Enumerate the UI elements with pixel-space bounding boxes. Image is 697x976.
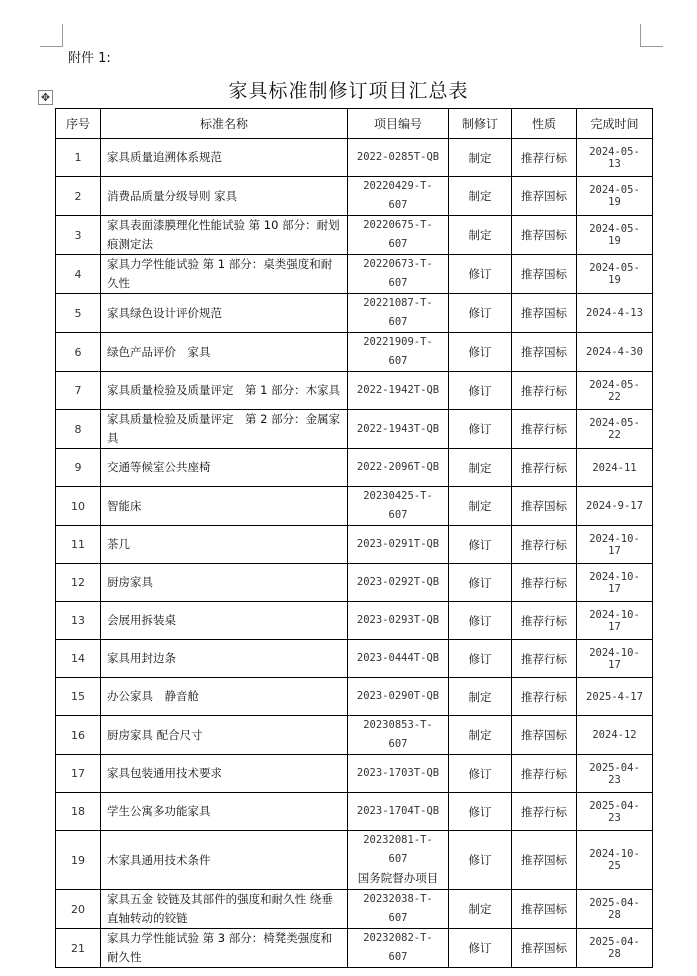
cell-nature bbox=[512, 139, 577, 177]
cell-nature-text: 推荐行标 bbox=[521, 422, 567, 436]
cell-code bbox=[348, 929, 449, 968]
cell-type bbox=[449, 449, 512, 487]
cell-date bbox=[577, 602, 653, 640]
cell-seq bbox=[56, 602, 101, 640]
cell-code-text: 20220429-T-607 bbox=[363, 180, 433, 211]
cell-seq bbox=[56, 449, 101, 487]
cell-nature bbox=[512, 333, 577, 372]
cell-name-text: 智能床 bbox=[107, 498, 142, 513]
cell-type bbox=[449, 333, 512, 372]
table-row bbox=[56, 216, 653, 255]
cell-nature-text: 推荐国标 bbox=[521, 941, 567, 955]
cell-seq-text: 8 bbox=[74, 422, 82, 436]
table-row bbox=[56, 890, 653, 929]
cell-code-text: 2023-1704T-QB bbox=[356, 805, 440, 817]
cell-type-text: 修订 bbox=[468, 575, 492, 590]
table-row bbox=[56, 526, 653, 564]
table-row bbox=[56, 564, 653, 602]
cell-type-text: 修订 bbox=[468, 651, 492, 666]
cell-type-text: 制定 bbox=[468, 728, 492, 742]
cell-date-text: 2025-4-17 bbox=[586, 690, 643, 703]
cell-name bbox=[101, 255, 348, 294]
cell-code bbox=[348, 449, 449, 487]
cell-date-text: 2024-4-30 bbox=[586, 346, 643, 358]
cell-code bbox=[348, 716, 449, 755]
cell-type bbox=[449, 139, 512, 177]
cell-code bbox=[348, 487, 449, 526]
cell-name-text: 家具力学性能试验 第 1 部分：桌类强度和耐久性 bbox=[107, 257, 333, 290]
table-row bbox=[56, 294, 653, 333]
cell-name bbox=[101, 216, 348, 255]
cell-code-text: 20221909-T-607 bbox=[363, 336, 433, 367]
cell-date bbox=[577, 449, 653, 487]
cell-nature bbox=[512, 640, 577, 678]
cell-name bbox=[101, 678, 348, 716]
header-name: 标准名称 bbox=[101, 109, 348, 139]
table-row bbox=[56, 487, 653, 526]
cell-nature bbox=[512, 678, 577, 716]
cell-date-text: 2024-9-17 bbox=[586, 500, 643, 512]
cell-seq-text: 11 bbox=[71, 538, 85, 551]
table-row bbox=[56, 640, 653, 678]
cell-nature-text: 推荐行标 bbox=[521, 766, 567, 781]
cell-name-text: 家具质量检验及质量评定 第 2 部分：金属家具 bbox=[107, 412, 341, 445]
cell-type bbox=[449, 255, 512, 294]
cell-date bbox=[577, 564, 653, 602]
cell-seq-text: 4 bbox=[74, 267, 82, 281]
cell-nature-text: 推荐国标 bbox=[521, 902, 567, 916]
cell-type bbox=[449, 487, 512, 526]
cell-date-text: 2025-04-28 bbox=[589, 897, 640, 921]
cell-code bbox=[348, 890, 449, 929]
cell-name bbox=[101, 564, 348, 602]
cell-nature bbox=[512, 372, 577, 410]
cell-name bbox=[101, 602, 348, 640]
cell-type bbox=[449, 294, 512, 333]
cell-code-text: 2023-0444T-QB bbox=[356, 652, 440, 664]
cell-code bbox=[348, 755, 449, 793]
cell-date bbox=[577, 890, 653, 929]
cell-seq-text: 15 bbox=[71, 690, 85, 703]
cell-code-text: 2022-2096T-QB bbox=[356, 461, 440, 473]
cell-seq-text: 5 bbox=[74, 306, 82, 320]
cell-code-text: 2022-1942T-QB bbox=[356, 384, 440, 396]
cell-name bbox=[101, 294, 348, 333]
cell-name bbox=[101, 929, 348, 968]
cell-nature bbox=[512, 793, 577, 831]
cell-nature-text: 推荐国标 bbox=[521, 499, 567, 513]
cell-seq bbox=[56, 410, 101, 449]
cell-seq-text: 18 bbox=[71, 805, 85, 818]
cell-name bbox=[101, 526, 348, 564]
cell-nature-text: 推荐国标 bbox=[521, 189, 567, 203]
cell-name bbox=[101, 755, 348, 793]
cell-type bbox=[449, 372, 512, 410]
cell-code-text: 2022-0285T-QB bbox=[356, 151, 440, 163]
cell-type bbox=[449, 716, 512, 755]
cell-name bbox=[101, 716, 348, 755]
cell-date bbox=[577, 793, 653, 831]
cell-type-text: 修订 bbox=[468, 941, 492, 955]
cell-date bbox=[577, 640, 653, 678]
cell-name-text: 会展用拆装桌 bbox=[107, 613, 176, 627]
cell-nature-text: 推荐行标 bbox=[521, 613, 567, 628]
cell-seq-text: 9 bbox=[74, 461, 82, 474]
cell-nature bbox=[512, 755, 577, 793]
table-row bbox=[56, 602, 653, 640]
cell-type bbox=[449, 831, 512, 890]
cell-seq bbox=[56, 294, 101, 333]
cell-name-text: 茶几 bbox=[107, 537, 130, 551]
cell-code bbox=[348, 216, 449, 255]
cell-name-text: 办公家具 静音舱 bbox=[107, 689, 199, 703]
header-code: 项目编号 bbox=[348, 109, 449, 139]
cell-date-text: 2024-05-13 bbox=[589, 145, 640, 170]
cell-code bbox=[348, 602, 449, 640]
cell-type-text: 修订 bbox=[468, 537, 492, 552]
table-move-handle-icon[interactable]: ✥ bbox=[38, 90, 53, 105]
cell-date bbox=[577, 755, 653, 793]
cell-type-text: 修订 bbox=[468, 267, 492, 281]
cell-name bbox=[101, 333, 348, 372]
cell-type bbox=[449, 640, 512, 678]
cell-nature-text: 推荐国标 bbox=[521, 306, 567, 320]
cell-date-text: 2024-10-17 bbox=[589, 570, 640, 595]
cell-nature-text: 推荐国标 bbox=[521, 228, 567, 242]
cell-nature bbox=[512, 831, 577, 890]
cell-seq-text: 14 bbox=[71, 652, 85, 665]
cell-type bbox=[449, 929, 512, 968]
cell-date-text: 2024-05-19 bbox=[589, 262, 640, 286]
page-corner-mark-right bbox=[640, 24, 663, 47]
cell-code bbox=[348, 526, 449, 564]
cell-nature bbox=[512, 294, 577, 333]
cell-name bbox=[101, 449, 348, 487]
cell-date bbox=[577, 333, 653, 372]
cell-nature-text: 推荐行标 bbox=[521, 150, 567, 165]
cell-nature-text: 推荐行标 bbox=[521, 804, 567, 819]
cell-name-text: 学生公寓多功能家具 bbox=[107, 804, 211, 818]
table-row bbox=[56, 929, 653, 968]
cell-seq-text: 10 bbox=[71, 499, 85, 513]
cell-nature-text: 推荐行标 bbox=[521, 575, 567, 590]
cell-name bbox=[101, 487, 348, 526]
cell-code bbox=[348, 640, 449, 678]
cell-code bbox=[348, 410, 449, 449]
cell-code-text: 20232038-T-607 bbox=[363, 893, 433, 924]
cell-type bbox=[449, 678, 512, 716]
cell-code-text: 2023-0293T-QB bbox=[356, 614, 440, 626]
cell-code-text: 20221087-T-607 bbox=[363, 297, 433, 328]
cell-date-text: 2024-05-22 bbox=[589, 417, 640, 441]
table-row bbox=[56, 755, 653, 793]
cell-nature-text: 推荐国标 bbox=[521, 345, 567, 359]
cell-type-text: 制定 bbox=[468, 189, 492, 203]
cell-seq-text: 17 bbox=[71, 767, 85, 780]
cell-seq-text: 6 bbox=[74, 345, 82, 359]
cell-date bbox=[577, 678, 653, 716]
cell-date bbox=[577, 526, 653, 564]
cell-name-text: 交通等候室公共座椅 bbox=[107, 460, 211, 474]
cell-code-text: 20230425-T-607 bbox=[363, 490, 433, 521]
page-corner-mark-left bbox=[40, 24, 63, 47]
cell-name-text: 家具五金 铰链及其部件的强度和耐久性 绕垂直轴转动的铰链 bbox=[107, 892, 333, 925]
cell-name-text: 家具力学性能试验 第 3 部分：椅凳类强度和耐久性 bbox=[107, 931, 333, 964]
cell-nature-text: 推荐行标 bbox=[521, 383, 567, 398]
cell-name bbox=[101, 372, 348, 410]
cell-type-text: 制定 bbox=[468, 689, 492, 704]
table-row bbox=[56, 333, 653, 372]
cell-nature bbox=[512, 602, 577, 640]
cell-code-note: 国务院督办项目 bbox=[357, 871, 439, 885]
cell-code-text: 20230853-T-607 bbox=[363, 719, 433, 750]
cell-code-text: 2023-1703T-QB bbox=[356, 767, 440, 779]
cell-type-text: 修订 bbox=[468, 766, 492, 781]
cell-name bbox=[101, 139, 348, 177]
cell-code-text: 2022-1943T-QB bbox=[356, 422, 440, 435]
cell-seq bbox=[56, 333, 101, 372]
cell-code bbox=[348, 793, 449, 831]
cell-code-text: 2023-0292T-QB bbox=[356, 576, 440, 588]
table-row bbox=[56, 139, 653, 177]
cell-date-text: 2024-10-17 bbox=[589, 532, 640, 557]
table-header-row bbox=[56, 109, 653, 139]
cell-type-text: 制定 bbox=[468, 150, 492, 165]
cell-type bbox=[449, 526, 512, 564]
cell-nature bbox=[512, 216, 577, 255]
cell-date-text: 2024-05-22 bbox=[589, 378, 640, 403]
cell-seq-text: 3 bbox=[74, 228, 82, 242]
cell-code bbox=[348, 372, 449, 410]
cell-code-text: 20232082-T-607 bbox=[363, 932, 433, 963]
cell-code bbox=[348, 564, 449, 602]
cell-code-text: 2023-0290T-QB bbox=[356, 690, 440, 702]
cell-date bbox=[577, 139, 653, 177]
cell-date bbox=[577, 372, 653, 410]
cell-nature bbox=[512, 177, 577, 216]
cell-type bbox=[449, 564, 512, 602]
cell-nature-text: 推荐国标 bbox=[521, 853, 567, 867]
cell-seq-text: 13 bbox=[71, 614, 85, 627]
attachment-label: 附件 1: bbox=[68, 51, 111, 66]
cell-seq-text: 2 bbox=[74, 189, 82, 203]
cell-code-text: 20220673-T-607 bbox=[363, 258, 433, 289]
cell-date bbox=[577, 831, 653, 890]
table-row bbox=[56, 716, 653, 755]
cell-type bbox=[449, 890, 512, 929]
cell-name bbox=[101, 793, 348, 831]
cell-date bbox=[577, 487, 653, 526]
standards-table bbox=[55, 108, 653, 968]
cell-seq bbox=[56, 372, 101, 410]
cell-name-text: 家具绿色设计评价规范 bbox=[107, 305, 222, 320]
cell-nature bbox=[512, 929, 577, 968]
cell-type-text: 修订 bbox=[468, 422, 492, 436]
cell-seq bbox=[56, 793, 101, 831]
cell-date-text: 2024-12 bbox=[592, 729, 637, 741]
cell-nature-text: 推荐国标 bbox=[521, 728, 567, 742]
cell-type bbox=[449, 216, 512, 255]
cell-nature-text: 推荐行标 bbox=[521, 689, 567, 704]
cell-name-text: 厨房家具 配合尺寸 bbox=[107, 727, 203, 742]
cell-date bbox=[577, 929, 653, 968]
cell-type bbox=[449, 177, 512, 216]
cell-seq bbox=[56, 177, 101, 216]
cell-seq bbox=[56, 755, 101, 793]
cell-name-text: 家具用封边条 bbox=[107, 651, 176, 665]
cell-nature-text: 推荐行标 bbox=[521, 460, 567, 475]
cell-type bbox=[449, 755, 512, 793]
cell-type-text: 修订 bbox=[468, 306, 492, 320]
table-row bbox=[56, 410, 653, 449]
cell-type-text: 制定 bbox=[468, 902, 492, 916]
cell-nature-text: 推荐国标 bbox=[521, 267, 567, 281]
cell-name-text: 绿色产品评价 家具 bbox=[107, 344, 211, 359]
cell-seq bbox=[56, 255, 101, 294]
cell-type-text: 修订 bbox=[468, 613, 492, 628]
cell-seq-text: 12 bbox=[71, 576, 85, 589]
cell-seq bbox=[56, 526, 101, 564]
cell-seq bbox=[56, 139, 101, 177]
cell-date bbox=[577, 294, 653, 333]
cell-type-text: 修订 bbox=[468, 345, 492, 359]
cell-type bbox=[449, 793, 512, 831]
cell-name bbox=[101, 890, 348, 929]
table-row bbox=[56, 831, 653, 890]
table-row bbox=[56, 449, 653, 487]
cell-code bbox=[348, 294, 449, 333]
cell-code-text: 20232081-T-607 bbox=[363, 834, 433, 865]
table-row bbox=[56, 678, 653, 716]
cell-type bbox=[449, 602, 512, 640]
cell-date bbox=[577, 410, 653, 449]
table-row bbox=[56, 177, 653, 216]
cell-name-text: 家具质量检验及质量评定 第 1 部分：木家具 bbox=[107, 383, 341, 397]
cell-date-text: 2024-10-17 bbox=[589, 646, 640, 671]
cell-name bbox=[101, 640, 348, 678]
cell-date-text: 2024-10-25 bbox=[589, 848, 640, 872]
cell-nature bbox=[512, 526, 577, 564]
cell-seq bbox=[56, 216, 101, 255]
cell-name-text: 家具质量追溯体系规范 bbox=[107, 150, 222, 164]
cell-code bbox=[348, 333, 449, 372]
table-row bbox=[56, 372, 653, 410]
cell-type-text: 修订 bbox=[468, 383, 492, 398]
cell-seq bbox=[56, 564, 101, 602]
cell-nature bbox=[512, 487, 577, 526]
cell-nature bbox=[512, 255, 577, 294]
cell-date bbox=[577, 716, 653, 755]
cell-seq-text: 19 bbox=[71, 853, 85, 867]
cell-code bbox=[348, 139, 449, 177]
cell-seq-text: 21 bbox=[71, 941, 85, 955]
header-seq: 序号 bbox=[56, 109, 101, 139]
cell-date-text: 2024-05-19 bbox=[589, 184, 640, 208]
cell-name-text: 厨房家具 bbox=[107, 575, 153, 589]
cell-name-text: 家具包装通用技术要求 bbox=[107, 766, 222, 780]
cell-seq bbox=[56, 640, 101, 678]
cell-code-text: 20220675-T-607 bbox=[363, 219, 433, 250]
cell-date-text: 2025-04-23 bbox=[589, 799, 640, 824]
page-title: 家具标准制修订项目汇总表 bbox=[228, 80, 469, 102]
cell-date bbox=[577, 216, 653, 255]
cell-code-text: 2023-0291T-QB bbox=[356, 538, 440, 550]
header-type: 制修订 bbox=[449, 109, 512, 139]
cell-date-text: 2024-10-17 bbox=[589, 608, 640, 633]
cell-date-text: 2025-04-28 bbox=[589, 936, 640, 960]
cell-date bbox=[577, 255, 653, 294]
cell-nature bbox=[512, 410, 577, 449]
cell-seq bbox=[56, 929, 101, 968]
cell-seq bbox=[56, 678, 101, 716]
cell-seq bbox=[56, 890, 101, 929]
cell-name-text: 木家具通用技术条件 bbox=[107, 852, 211, 867]
cell-nature-text: 推荐行标 bbox=[521, 651, 567, 666]
cell-type-text: 修订 bbox=[468, 853, 492, 867]
cell-nature-text: 推荐行标 bbox=[521, 537, 567, 552]
cell-date-text: 2025-04-23 bbox=[589, 761, 640, 786]
cell-seq-text: 7 bbox=[74, 384, 82, 397]
cell-nature bbox=[512, 890, 577, 929]
cell-type bbox=[449, 410, 512, 449]
cell-seq bbox=[56, 831, 101, 890]
header-date: 完成时间 bbox=[577, 109, 653, 139]
cell-type-text: 制定 bbox=[468, 460, 492, 475]
cell-seq-text: 20 bbox=[71, 902, 85, 916]
cell-name bbox=[101, 831, 348, 890]
cell-date-text: 2024-11 bbox=[592, 461, 637, 474]
cell-seq bbox=[56, 716, 101, 755]
cell-type-text: 制定 bbox=[468, 228, 492, 242]
cell-nature bbox=[512, 449, 577, 487]
cell-code bbox=[348, 177, 449, 216]
cell-seq bbox=[56, 487, 101, 526]
cell-type-text: 制定 bbox=[468, 499, 492, 513]
table-row bbox=[56, 793, 653, 831]
cell-name-text: 家具表面漆膜理化性能试验 第 10 部分：耐划痕测定法 bbox=[107, 218, 340, 251]
cell-name bbox=[101, 177, 348, 216]
cell-date-text: 2024-4-13 bbox=[586, 307, 643, 319]
cell-date bbox=[577, 177, 653, 216]
cell-seq-text: 16 bbox=[71, 728, 85, 742]
cell-code bbox=[348, 255, 449, 294]
cell-date-text: 2024-05-19 bbox=[589, 223, 640, 247]
cell-type-text: 修订 bbox=[468, 804, 492, 819]
header-nature: 性质 bbox=[512, 109, 577, 139]
table-row bbox=[56, 255, 653, 294]
cell-code bbox=[348, 831, 449, 890]
cell-name bbox=[101, 410, 348, 449]
cell-nature bbox=[512, 564, 577, 602]
cell-code bbox=[348, 678, 449, 716]
cell-name-text: 消费品质量分级导则 家具 bbox=[107, 188, 238, 203]
cell-seq-text: 1 bbox=[74, 151, 82, 164]
cell-nature bbox=[512, 716, 577, 755]
